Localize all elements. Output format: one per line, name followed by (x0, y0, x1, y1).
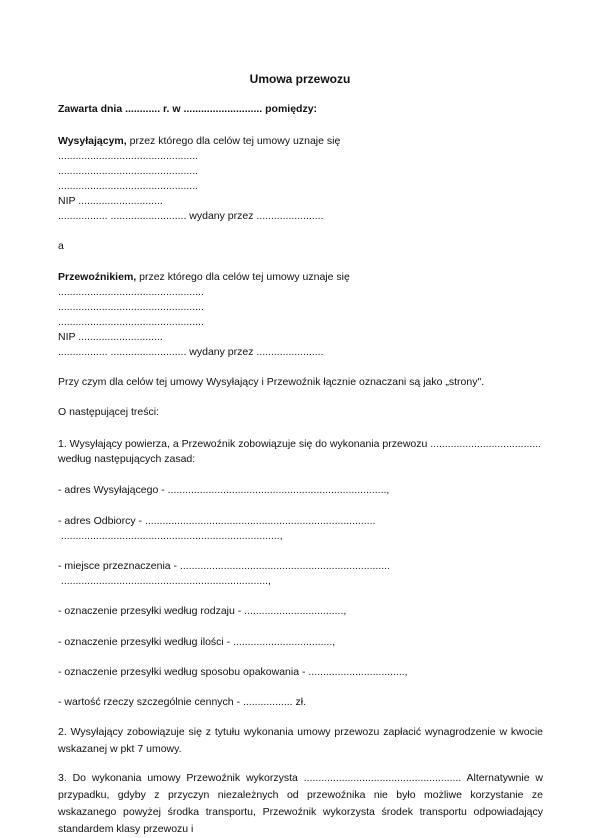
paragraph-1-line-1: 1. Wysyłający powierza, a Przewoźnik zobowiązuje się do wykonania przewozu ...................................... (58, 438, 542, 450)
sender-line-1: ................................................ (58, 150, 199, 162)
intro-clause: O następującej treści: (58, 406, 159, 418)
carrier-id-line: ................. .......................... wydany przez ....................... (58, 346, 324, 358)
carrier-line-2: .................................................. (58, 301, 204, 313)
header-line: Zawarta dnia ............ r. w ........................... pomiędzy: (58, 103, 318, 115)
carrier-intro (58, 271, 350, 284)
item-quantity: - oznaczenie przesyłki według ilości - .................................., (58, 636, 336, 648)
document-title: Umowa przewozu (249, 72, 351, 86)
sender-nip: NIP ............................. (58, 195, 163, 207)
parties-note: Przy czym dla celów tej umowy Wysyłający i Przewoźnik łącznie oznaczani są jako „strony". (58, 376, 485, 388)
item-destination-cont: ......................................................................., (58, 575, 271, 587)
sender-line-2: ................................................ (58, 165, 199, 177)
carrier-line-1: .................................................. (58, 286, 204, 298)
carrier-line-3: .................................................. (58, 316, 204, 328)
paragraph-3: 3. Do wykonania umowy Przewoźnik wykorzysta ...................................................... Alternatywnie w przypadku, gdyby z przyczyn niezależnych od przewoźnika nie było możliwe korzystanie ze wskazanego powyżej środka transportu, Przewoźnik wykorzysta środek transportu odpowiadający standardem klasy przewozu i (58, 772, 543, 835)
item-sender-address: - adres Wysyłającego - ..........................................................................., (58, 484, 390, 496)
item-recipient-address-cont: ..........................................................................., (58, 530, 283, 542)
carrier-nip: NIP ............................. (58, 331, 163, 343)
carrier-intro-text: przez którego dla celów tej umowy uznaje się (136, 271, 350, 283)
item-destination: - miejsce przeznaczenia - ........................................................................ (58, 560, 391, 572)
sender-intro-text: przez którego dla celów tej umowy uznaje się (126, 135, 341, 147)
conjunction: a (58, 240, 64, 252)
item-value: - wartość rzeczy szczególnie cennych - ................. zł. (58, 696, 306, 708)
item-type: - oznaczenie przesyłki według rodzaju - .................................., (58, 605, 347, 617)
sender-intro (58, 135, 340, 148)
paragraph-2: 2. Wysyłający zobowiązuje się z tytułu wykonania umowy przewozu zapłacić wynagrodzenie w kwocie wskazanej w pkt 7 umowy. (58, 726, 543, 755)
carrier-label: Przewoźnikiem, (58, 271, 137, 283)
item-recipient-address: - adres Odbiorcy - ............................................................................... (58, 515, 376, 527)
item-packaging: - oznaczenie przesyłki według sposobu opakowania - ................................., (58, 666, 408, 678)
sender-line-3: ................................................ (58, 180, 199, 192)
paragraph-1-line-2: według następujących zasad: (58, 453, 196, 465)
sender-id-line: ................. .......................... wydany przez ....................... (58, 210, 324, 222)
sender-label: Wysyłającym, (58, 135, 127, 147)
